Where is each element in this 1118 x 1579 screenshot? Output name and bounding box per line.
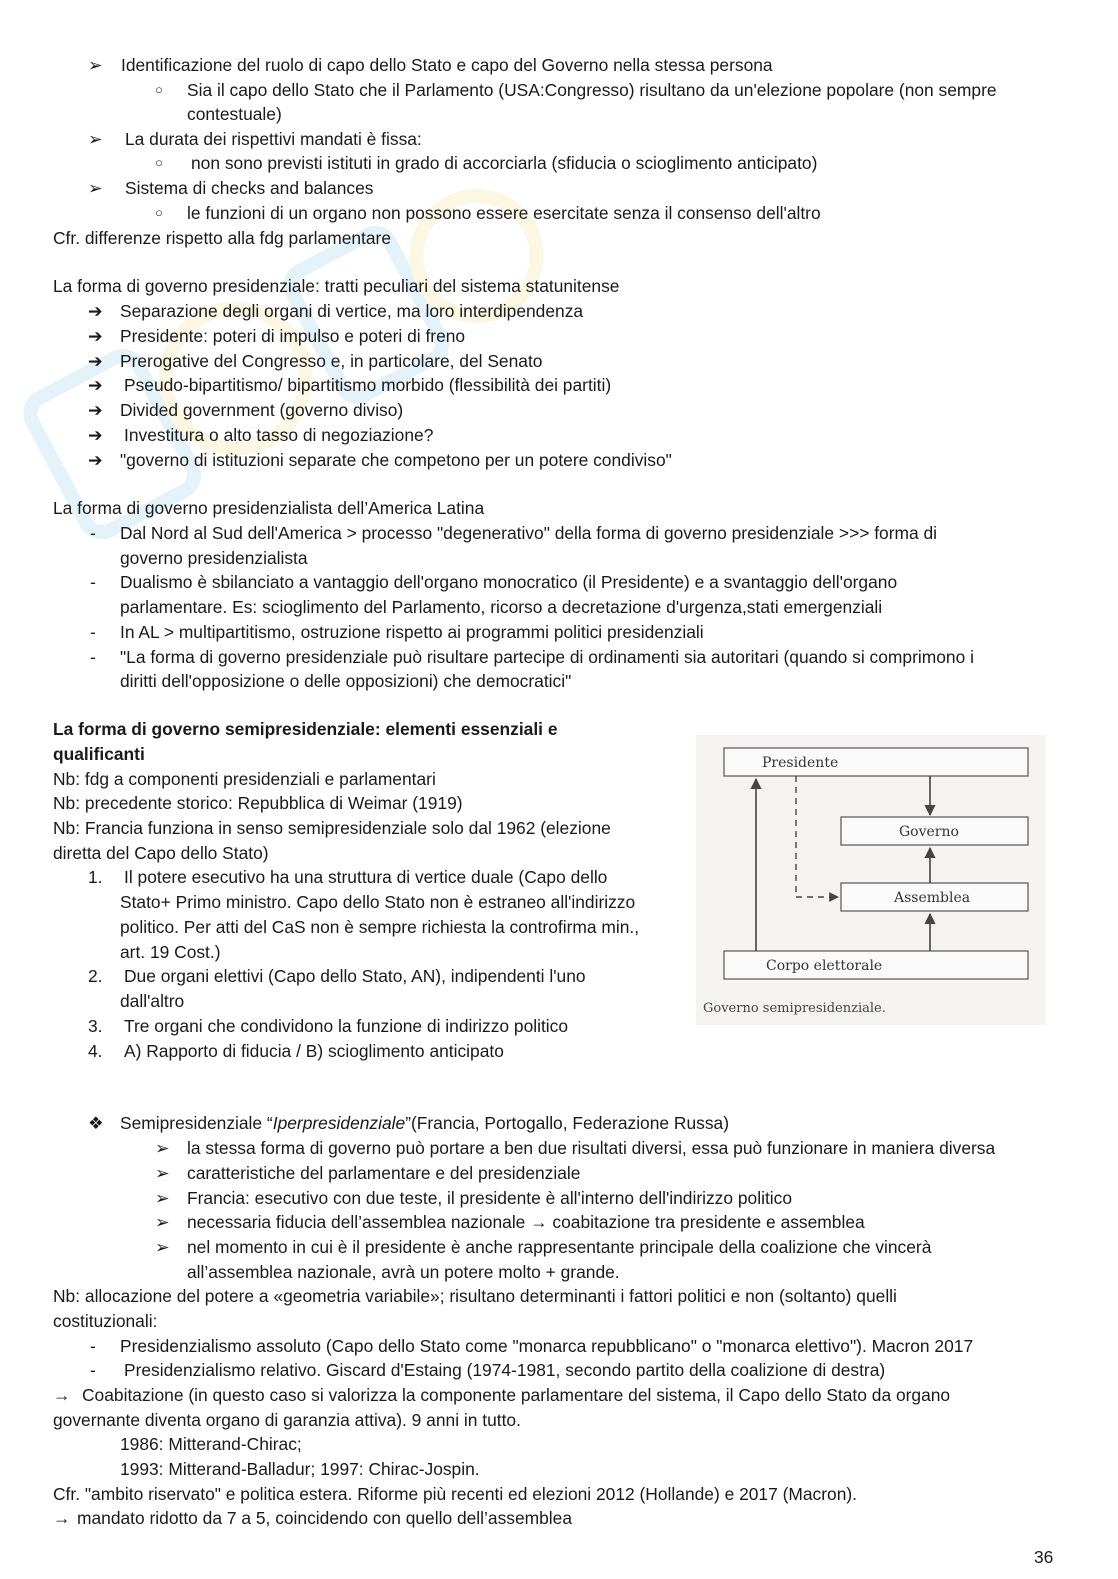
latin-item-2-cont: parlamentare. Es: scioglimento del Parlamento, ricorso a decretazione d'urgenza,stati emergenziali <box>120 597 883 617</box>
sub-bullet-election-cont: contestuale) <box>187 104 282 124</box>
dash-bullet: - <box>90 523 96 543</box>
mandato-ridotto: mandato ridotto da 7 a 5, coincidendo con quello dell’assemblea <box>77 1508 572 1528</box>
corpo-elettorale-label: Corpo elettorale <box>766 958 883 974</box>
semi-point-3: Tre organi che condividono la funzione di indirizzo politico <box>124 1016 569 1036</box>
bullet-head-of-state: Identificazione del ruolo di capo dello Stato e capo del Governo nella stessa persona <box>121 55 773 75</box>
presidente-label: Presidente <box>762 755 839 771</box>
arrowhead-bullet: ➢ <box>155 1163 170 1183</box>
governo-label: Governo <box>899 824 959 840</box>
bullet-fixed-mandate: La durata dei rispettivi mandati è fissa: <box>125 129 422 149</box>
diamond-bullet: ❖ <box>88 1113 104 1133</box>
iper-item: caratteristiche del parlamentare e del presidenziale <box>187 1163 581 1183</box>
semi-point-2: Due organi elettivi (Capo dello Stato, AN), indipendenti l'uno <box>124 966 586 986</box>
iper-item: necessaria fiducia dell’assemblea nazionale → coabitazione tra presidente e assemblea <box>187 1212 865 1232</box>
latin-item-1-cont: governo presidenzialista <box>120 548 308 568</box>
right-arrow-marker: → <box>53 1385 71 1405</box>
iper-item: nel momento in cui è il presidente è anche rappresentante principale della coalizione che vincerà <box>187 1237 932 1257</box>
semi-point-1-cont: politico. Per atti del CaS non è sempre richiesta la controfirma min., <box>120 917 640 937</box>
semi-heading-cont: qualificanti <box>53 744 145 764</box>
iper-item: la stessa forma di governo può portare a ben due risultati diversi, essa può funzionare in maniera diversa <box>187 1138 996 1158</box>
sub-bullet-no-shortening: non sono previsti istituti in grado di accorciarla (sfiducia o scioglimento anticipato) <box>191 153 818 173</box>
arrowhead-bullet: ➢ <box>155 1188 170 1208</box>
arrowhead-bullet: ➢ <box>88 55 103 75</box>
circle-bullet: ○ <box>155 82 163 97</box>
latin-item-1: Dal Nord al Sud dell'America > processo "degenerativo" della forma di governo presidenziale >>> forma di <box>120 523 938 543</box>
arrowhead-bullet: ➢ <box>88 178 103 198</box>
page-number: 36 <box>1034 1547 1054 1567</box>
latin-item-4: "La forma di governo presidenziale può risultare partecipe di ordinamenti sia autoritari (quando si comprimono i <box>120 647 974 667</box>
presidential-item: Divided government (governo diviso) <box>120 400 404 420</box>
semi-heading: La forma di governo semipresidenziale: elementi essenziali e <box>53 719 558 739</box>
arrow-bullet: ➔ <box>88 301 103 321</box>
coabitazione-1993-1997: 1993: Mitterand-Balladur; 1997: Chirac-Jospin. <box>120 1459 480 1479</box>
presidential-item: Prerogative del Congresso e, in particolare, del Senato <box>120 351 543 371</box>
number-marker: 2. <box>88 966 103 986</box>
semi-nb-3: Nb: Francia funziona in senso semipresidenziale solo dal 1962 (elezione <box>53 818 611 838</box>
arrow-bullet: ➔ <box>88 400 103 420</box>
dash-bullet: - <box>90 647 96 667</box>
arrowhead-bullet: ➢ <box>155 1138 170 1158</box>
dash-bullet: - <box>90 572 96 592</box>
iper-heading: Semipresidenziale “Iperpresidenziale”(Francia, Portogallo, Federazione Russa) <box>120 1113 729 1133</box>
semi-point-1: Il potere esecutivo ha una struttura di vertice duale (Capo dello <box>124 867 608 887</box>
latin-item-2: Dualismo è sbilanciato a vantaggio dell'organo monocratico (il Presidente) e a svantaggio dell'organo <box>120 572 898 592</box>
semi-nb-1: Nb: fdg a componenti presidenziali e parlamentari <box>53 769 436 789</box>
iper-item: Francia: esecutivo con due teste, il presidente è all'interno dell'indirizzo politico <box>187 1188 793 1208</box>
presidential-item: Presidente: poteri di impulso e poteri di freno <box>120 326 466 346</box>
coabitazione-1986: 1986: Mitterand-Chirac; <box>120 1434 302 1454</box>
number-marker: 4. <box>88 1041 103 1061</box>
arrow-bullet: ➔ <box>88 351 103 371</box>
cfr-ambito-riservato: Cfr. "ambito riservato" e politica estera. Riforme più recenti ed elezioni 2012 (Hollande) e 2017 (Macron). <box>53 1484 858 1504</box>
latin-heading: La forma di governo presidenzialista dell’America Latina <box>53 498 485 518</box>
latin-item-3: In AL > multipartitismo, ostruzione rispetto ai programmi politici presidenziali <box>120 622 704 642</box>
arrowhead-bullet: ➢ <box>155 1237 170 1257</box>
coabitazione-cont: governante diventa organo di garanzia attiva). 9 anni in tutto. <box>53 1410 521 1430</box>
arrowhead-bullet: ➢ <box>88 129 103 149</box>
latin-item-4-cont: diritti dell'opposizione o delle opposizioni) che democratici" <box>120 671 572 691</box>
arrow-bullet: ➔ <box>88 375 103 395</box>
diagram-caption: Governo semipresidenziale. <box>703 1001 886 1016</box>
dash-bullet: - <box>90 1336 96 1356</box>
presidential-item: "governo di istituzioni separate che competono per un potere condiviso" <box>120 450 672 470</box>
number-marker: 3. <box>88 1016 103 1036</box>
presidential-item: Separazione degli organi di vertice, ma loro interdipendenza <box>120 301 584 321</box>
semi-point-4: A) Rapporto di fiducia / B) scioglimento anticipato <box>124 1041 504 1061</box>
dash-bullet: - <box>90 1360 96 1380</box>
semipresidential-diagram <box>696 735 1046 1025</box>
bullet-checks-balances: Sistema di checks and balances <box>125 178 374 198</box>
sub-bullet-consent: le funzioni di un organo non possono essere esercitate senza il consenso dell'altro <box>187 203 821 223</box>
arrow-bullet: ➔ <box>88 326 103 346</box>
presidential-heading: La forma di governo presidenziale: tratti peculiari del sistema statunitense <box>53 276 620 296</box>
presidential-item: Investitura o alto tasso di negoziazione? <box>124 425 434 445</box>
dash-bullet: - <box>90 622 96 642</box>
semi-nb-3-cont: diretta del Capo dello Stato) <box>53 843 269 863</box>
presidential-item: Pseudo-bipartitismo/ bipartitismo morbido (flessibilità dei partiti) <box>124 375 612 395</box>
semi-nb-2: Nb: precedente storico: Repubblica di Weimar (1919) <box>53 793 463 813</box>
presidenzialismo-relativo: Presidenzialismo relativo. Giscard d'Estaing (1974-1981, secondo partito della coalizione di destra) <box>124 1360 886 1380</box>
iper-item-cont: all’assemblea nazionale, avrà un potere molto + grande. <box>187 1262 620 1282</box>
arrow-bullet: ➔ <box>88 425 103 445</box>
sub-bullet-election: Sia il capo dello Stato che il Parlamento (USA:Congresso) risultano da un'elezione popolare (non sempre <box>187 80 997 100</box>
nb-geometria-cont: costituzionali: <box>53 1311 158 1331</box>
semi-point-1-cont: art. 19 Cost.) <box>120 942 221 962</box>
number-marker: 1. <box>88 867 103 887</box>
cfr-parliamentary: Cfr. differenze rispetto alla fdg parlamentare <box>53 228 392 248</box>
presidenzialismo-assoluto: Presidenzialismo assoluto (Capo dello Stato come "monarca repubblicano" o "monarca elettivo"). Macron 2017 <box>120 1336 974 1356</box>
coabitazione: Coabitazione (in questo caso si valorizza la componente parlamentare del sistema, il Capo dello Stato da organo <box>82 1385 951 1405</box>
arrowhead-bullet: ➢ <box>155 1212 170 1232</box>
nb-geometria: Nb: allocazione del potere a «geometria variabile»; risultano determinanti i fattori politici e non (soltanto) quelli <box>53 1286 897 1306</box>
arrow-bullet: ➔ <box>88 450 103 470</box>
right-arrow-marker: → <box>53 1508 71 1528</box>
assemblea-label: Assemblea <box>894 890 971 906</box>
semi-point-2-cont: dall'altro <box>120 991 185 1011</box>
semi-point-1-cont: Stato+ Primo ministro. Capo dello Stato non è estraneo all'indirizzo <box>120 892 636 912</box>
circle-bullet: ○ <box>155 205 163 220</box>
circle-bullet: ○ <box>155 155 163 170</box>
